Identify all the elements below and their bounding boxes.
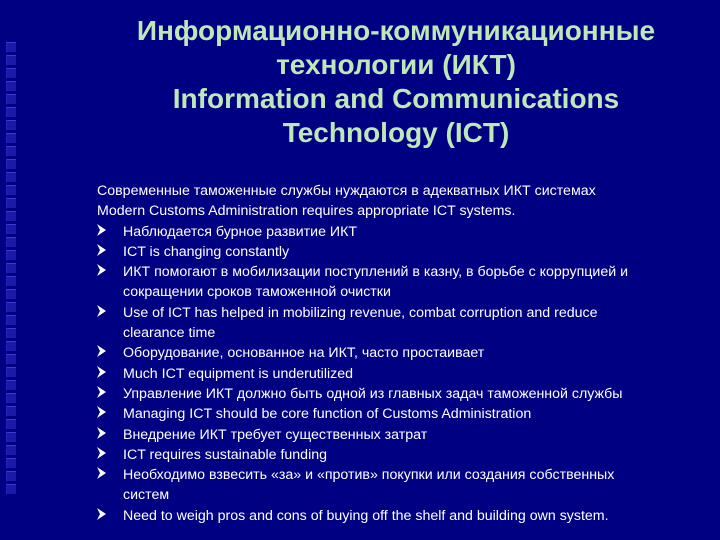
bullet-text-continued: систем: [123, 487, 170, 504]
bullet-text: Managing ICT should be core function of Customs Administration: [123, 406, 532, 423]
arrowhead-bullet-icon: [97, 244, 106, 258]
bullet-item: [97, 242, 705, 262]
decor-square: [6, 55, 16, 65]
title-line-1: Информационно-коммуникационные: [136, 15, 656, 46]
bullet-item: [97, 404, 705, 424]
arrowhead-bullet-icon: [97, 386, 106, 400]
decor-square: [6, 354, 16, 364]
slide-body: [97, 181, 705, 526]
bullet-item: [97, 222, 705, 242]
arrowhead-bullet-icon: [97, 508, 106, 522]
arrowhead-bullet-icon: [97, 224, 106, 238]
decor-square: [6, 198, 16, 208]
arrowhead-bullet-icon: [97, 345, 106, 359]
decor-square: [6, 328, 16, 338]
decor-square: [6, 484, 16, 494]
bullet-text: ICT is changing constantly: [123, 243, 290, 260]
decor-square: [6, 406, 16, 416]
decor-square: [6, 380, 16, 390]
left-square-decoration: [6, 42, 18, 497]
decor-square: [6, 185, 16, 195]
bullet-text: Much ICT equipment is underutilized: [123, 365, 354, 382]
bullet-item: [97, 506, 705, 526]
title-line-2: технологии (ИКТ): [276, 49, 516, 80]
arrowhead-bullet-icon: [97, 447, 106, 461]
bullet-text: ИКТ помогают в мобилизации поступлений в казну, в борьбе с коррупцией и: [123, 264, 629, 281]
title-line-3: Information and Communications: [172, 83, 620, 114]
decor-square: [6, 393, 16, 403]
decor-square: [6, 432, 16, 442]
bullet-text: Наблюдается бурное развитие ИКТ: [123, 223, 358, 240]
decor-square: [6, 81, 16, 91]
bullet-text: Use of ICT has helped in mobilizing revenue, combat corruption and reduce: [123, 304, 598, 321]
arrowhead-bullet-icon: [97, 467, 106, 481]
bullet-text: ICT requires sustainable funding: [123, 446, 328, 463]
arrowhead-bullet-icon: [97, 305, 106, 319]
bullet-item: [97, 425, 705, 445]
decor-square: [6, 68, 16, 78]
bullet-item: [97, 364, 705, 384]
bullet-text: Need to weigh pros and cons of buying off the shelf and building own system.: [123, 507, 609, 524]
decor-square: [6, 211, 16, 221]
intro-ru: Современные таможенные службы нуждаются в адекватных ИКТ системах: [97, 183, 596, 199]
decor-square: [6, 289, 16, 299]
decor-square: [6, 107, 16, 117]
slide-title: [96, 14, 696, 150]
bullet-item: [97, 303, 705, 344]
decor-square: [6, 133, 16, 143]
title-line-4: Technology (ICT): [282, 117, 510, 148]
decor-square: [6, 224, 16, 234]
bullet-item: [97, 262, 705, 303]
arrowhead-bullet-icon: [97, 427, 106, 441]
bullet-item: [97, 445, 705, 465]
bullet-item: [97, 384, 705, 404]
decor-square: [6, 172, 16, 182]
decor-square: [6, 419, 16, 429]
decor-square: [6, 94, 16, 104]
bullet-list: [97, 222, 705, 526]
decor-square: [6, 302, 16, 312]
decor-square: [6, 42, 16, 52]
decor-square: [6, 276, 16, 286]
bullet-text: Внедрение ИКТ требует существенных затрат: [123, 426, 428, 443]
bullet-text-continued: clearance time: [123, 325, 216, 342]
decor-square: [6, 367, 16, 377]
decor-square: [6, 341, 16, 351]
decor-square: [6, 263, 16, 273]
decor-square: [6, 315, 16, 325]
decor-square: [6, 120, 16, 130]
bullet-text: Управление ИКТ должно быть одной из главных задач таможенной службы: [123, 385, 623, 402]
arrowhead-bullet-icon: [97, 264, 106, 278]
arrowhead-bullet-icon: [97, 406, 106, 420]
decor-square: [6, 458, 16, 468]
arrowhead-bullet-icon: [97, 366, 106, 380]
bullet-text-continued: сокращении сроков таможенной очистки: [123, 284, 391, 301]
intro-en: Modern Customs Administration requires appropriate ICT systems.: [97, 203, 516, 220]
decor-square: [6, 250, 16, 260]
decor-square: [6, 237, 16, 247]
decor-square: [6, 471, 16, 481]
decor-square: [6, 146, 16, 156]
bullet-text: Необходимо взвесить «за» и «против» покупки или создания собственных: [123, 467, 615, 484]
bullet-text: Оборудование, основанное на ИКТ, часто простаивает: [123, 345, 485, 362]
decor-square: [6, 159, 16, 169]
decor-square: [6, 445, 16, 455]
bullet-item: [97, 465, 705, 506]
bullet-item: [97, 343, 705, 363]
